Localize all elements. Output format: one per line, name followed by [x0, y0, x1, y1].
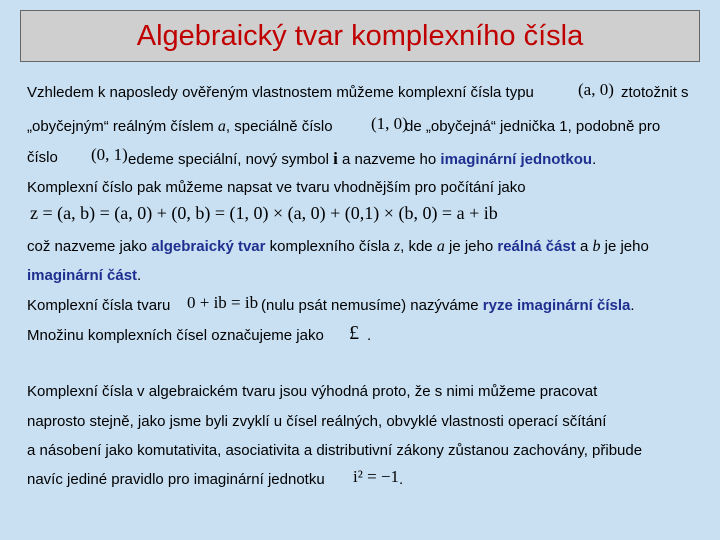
p1-text-b: ztotožnit s [621, 84, 689, 101]
p3-line-2 [27, 267, 141, 284]
p4-text-a: Komplexní čísla tvaru [27, 297, 171, 314]
algebraic-form-equation: z = (a, b) = (a, 0) + (0, b) = (1, 0) × (a, 0) + (0,1) × (b, 0) = a + ib [30, 203, 498, 223]
p6-line-3: a násobení jako komutativita, asociativita a distributivní zákony zůstanou zachovány, přibude [27, 442, 643, 459]
p4-text-b: (nulu psát nemusíme) nazýváme [261, 297, 479, 314]
p1-text-f: číslo [27, 149, 58, 166]
p6-line-4 [27, 467, 404, 488]
p2-line-1 [27, 179, 526, 196]
p6-text-l4: navíc jediné pravidlo pro imaginární jednotku [27, 471, 325, 488]
p1-text-e: de „obyčejná“ jednička 1, podobně pro [405, 118, 661, 135]
p3-term-imaginary-part: imaginární část [27, 267, 138, 284]
p1-math-a0: (a, 0) [578, 80, 614, 99]
p3-term-real-part: reálná část [497, 238, 576, 255]
p6-line-1: Komplexní čísla v algebraickém tvaru jsou výhodná proto, že s nimi můžeme pracovat [27, 383, 598, 400]
page-title: Algebraický tvar komplexního čísla [136, 19, 584, 52]
p1-line-1 [27, 80, 689, 101]
p3-math-z: z [393, 238, 401, 255]
title-box [20, 10, 700, 62]
p3-text-a: což nazveme jako [27, 238, 148, 255]
p4-end: . [630, 297, 635, 314]
p1-text-a: Vzhledem k naposledy ověřeným vlastnostem můžeme komplexní čísla typu [27, 84, 534, 101]
p5-end: . [367, 327, 372, 344]
p3-end: . [137, 267, 142, 284]
p6-math-i-squared: i² = −1 [353, 467, 399, 486]
p1-math-a: a [217, 118, 226, 135]
p3-math-b: b [592, 238, 601, 255]
p1-math-10: (1, 0) [371, 114, 408, 133]
p4-term-pure-imaginary: ryze imaginární čísla [482, 297, 631, 314]
complex-set-symbol: £ [349, 322, 359, 344]
p2-text-a: Komplexní číslo pak můžeme napsat ve tvaru vhodnějším pro počítání jako [27, 179, 526, 196]
p1-text-d: , speciálně číslo [225, 118, 333, 135]
p1-line-3 [27, 145, 597, 168]
p1-end: . [592, 151, 597, 168]
p3-term-algebraic-form: algebraický tvar [151, 238, 266, 255]
p5-text-a: Množinu komplexních čísel označujeme jako [27, 327, 324, 344]
p5-line-1 [27, 322, 372, 344]
p3-text-f: je jeho [604, 238, 649, 255]
p4-text-b-wrap [261, 297, 635, 314]
p1-math-i: i [333, 149, 338, 168]
p3-text-e: a [579, 238, 589, 255]
p1-text-c: „obyčejným“ reálným číslem [27, 118, 214, 135]
p3-line-1 [27, 238, 649, 256]
p3-text-d: je jeho [449, 238, 494, 255]
p3-text-b: komplexního čísla [269, 238, 390, 255]
p1-term-imaginary-unit: imaginární jednotkou [440, 151, 593, 168]
p1-math-01: (0, 1) [91, 145, 128, 164]
p1-line-2 [27, 114, 661, 136]
p4-math-ib: 0 + ib = ib [187, 293, 259, 312]
p4-line-1 [27, 293, 635, 314]
p3-text-c: , kde [400, 238, 433, 255]
p1-text-g-inner: edeme speciální, nový symbol [128, 151, 329, 168]
p1-text-h: a nazveme ho [342, 151, 437, 168]
p1-text-g [128, 149, 596, 169]
p6-end: . [399, 471, 404, 488]
p6-line-2: naprosto stejně, jako jsme byli zvyklí u čísel reálných, obvyklé vlastnosti operací sčítání [27, 413, 607, 430]
p3-math-a: a [436, 238, 445, 255]
